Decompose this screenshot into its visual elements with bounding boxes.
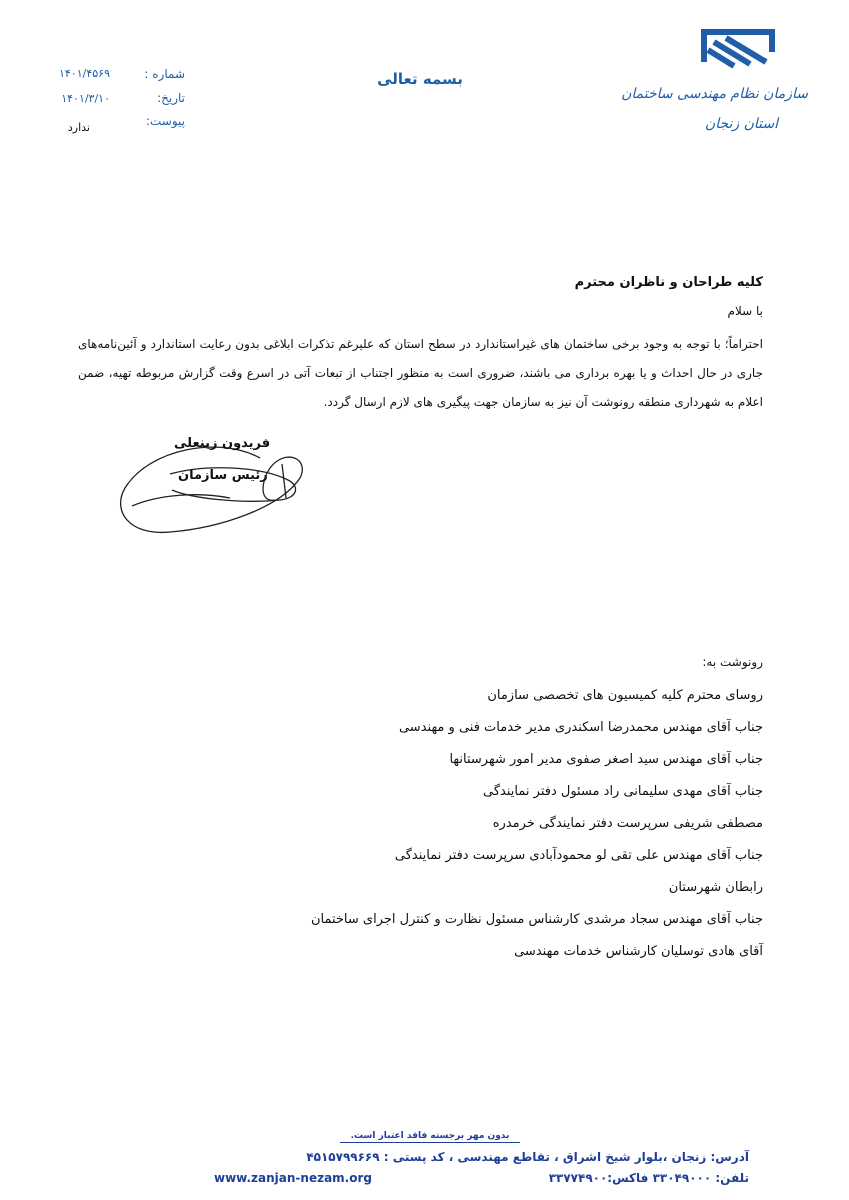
letter-number-label: شماره : <box>144 67 185 81</box>
cc-item: جناب آقای مهندس علی تقی لو محمودآبادی سرپرست دفتر نمایندگی <box>394 848 763 863</box>
letter-body: احتراماً؛ با توجه به وجود برخی ساختمان های غیراستاندارد در سطح استان که علیرغم تذکرات ابلاغی بدون رعایت استاندارد و آئین‌نامه‌های جاری در حال احداث و یا بهره برداری می باشند، ضروری است به منظور اجتناب از تبعات آتی در اسرع وقت گزارش مربوطه تهیه، ضمن اعلام به شهرداری منطقه رونوشت آن نیز به سازمان جهت پیگیری های لازم ارسال گردد. <box>78 337 763 409</box>
stamp-validity-note: بدون مهر برجسته فاقد اعتبار است. <box>340 1131 520 1143</box>
organization-logo <box>621 24 808 154</box>
cc-heading: رونوشت به: <box>702 655 763 669</box>
letter-greeting: با سلام <box>727 304 763 318</box>
logo-province-name: استان زنجان <box>704 116 778 132</box>
attachment-value: ندارد <box>67 121 90 134</box>
cc-item: جناب آقای مهندس سجاد مرشدی کارشناس مسئول نظارت و کنترل اجرای ساختمان <box>310 912 763 927</box>
logo-org-name: سازمان نظام مهندسی ساختمان <box>621 86 808 102</box>
basmala-heading: بسمه تعالی <box>377 70 463 88</box>
cc-item: جناب آقای مهندس سید اصغر صفوی مدیر امور شهرستانها <box>449 752 763 767</box>
signatory-name: فریدون زینعلی <box>174 436 271 451</box>
letter-number-value: ۱۴۰۱/۴۵۶۹ <box>59 67 110 80</box>
cc-item: جناب آقای مهندس محمدرضا اسکندری مدیر خدمات فنی و مهندسی <box>398 720 763 735</box>
signatory-title: رئیس سازمان <box>178 468 268 483</box>
cc-item: مصطفی شریفی سرپرست دفتر نمایندگی خرمدره <box>492 816 763 831</box>
footer-contact: تلفن: ۳۳۰۴۹۰۰۰ فاکس:۳۳۷۷۴۹۰۰ <box>548 1171 749 1185</box>
cc-item: جناب آقای مهدی سلیمانی راد مسئول دفتر نمایندگی <box>483 784 763 799</box>
letter-date-value: ۱۴۰۱/۳/۱۰ <box>61 92 110 105</box>
footer-website-link[interactable]: www.zanjan-nezam.org <box>214 1171 372 1185</box>
cc-item: روسای محترم کلیه کمیسیون های تخصصی سازمان <box>487 688 763 703</box>
logo-emblem-icon <box>668 24 808 84</box>
cc-list <box>163 680 763 968</box>
footer-address: آدرس: زنجان ،بلوار شیخ اشراق ، تقاطع مهندسی ، کد پستی : ۴۵۱۵۷۹۹۶۶۹ <box>306 1150 749 1164</box>
cc-item: آقای هادی توسلیان کارشناس خدمات مهندسی <box>514 944 763 959</box>
letter-date-label: تاریخ: <box>157 91 185 105</box>
letter-recipient: کلیه طراحان و ناظران محترم <box>574 275 763 290</box>
cc-item: رابطان شهرستان <box>668 880 763 895</box>
attachment-label: پیوست: <box>145 114 185 128</box>
